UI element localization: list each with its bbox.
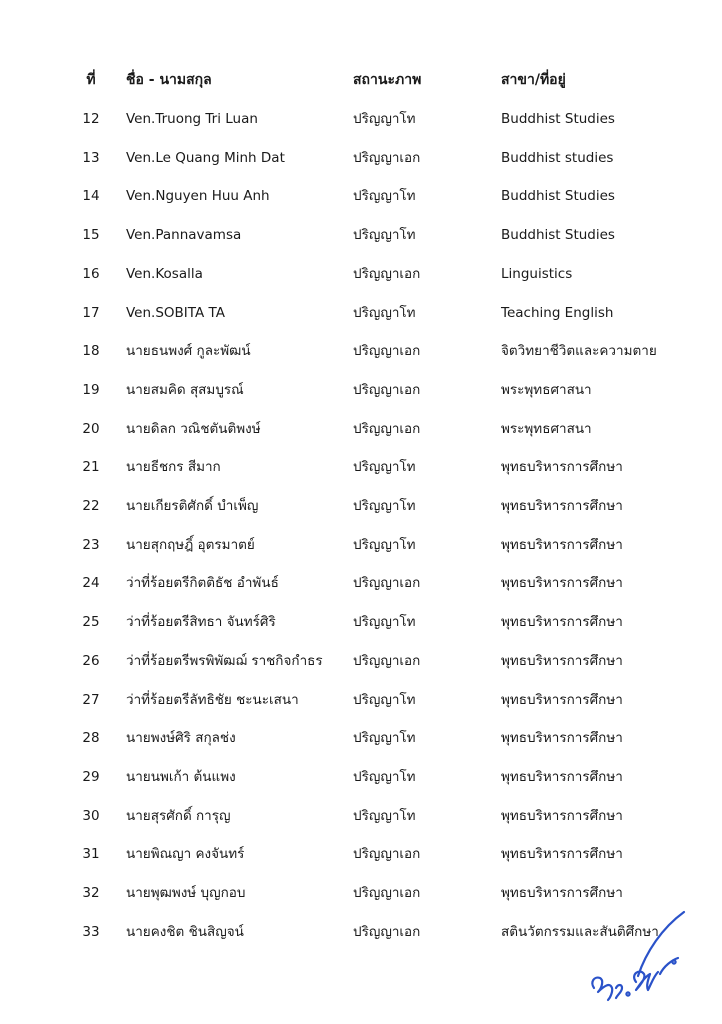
table-row [0,301,722,325]
row-name: นายสุกฤษฎิ์ อุตรมาตย์ [126,536,255,553]
row-name: ว่าที่ร้อยตรีพรพิพัฒฌ์ ราชกิจกำธร [126,652,323,669]
row-status: ปริญญาโท [353,498,416,514]
table-row [0,765,722,789]
row-field: พุทธบริหารการศึกษา [501,459,623,476]
row-field: Teaching English [501,304,614,321]
header-status: สถานะภาพ [353,72,422,88]
table-header [0,68,722,92]
table-row [0,533,722,557]
row-field: พุทธบริหารการศึกษา [501,807,623,824]
row-field: พุทธบริหารการศึกษา [501,691,623,708]
row-status: ปริญญาเอก [353,846,421,863]
row-status: ปริญญาโท [353,614,416,631]
row-no: 23 [82,536,100,553]
row-name: นายสมคิด สุสมบูรณ์ [126,381,244,398]
header-field: สาขา/ที่อยู่ [501,72,566,88]
row-status: ปริญญาเอก [353,923,421,940]
row-no: 19 [82,381,100,398]
row-status: ปริญญาเอก [353,381,421,398]
table-row [0,610,722,634]
table-row [0,571,722,595]
row-no: 33 [82,923,100,940]
row-field: Linguistics [501,265,573,282]
row-field: พุทธบริหารการศึกษา [501,536,623,553]
row-status: ปริญญาโท [353,459,416,476]
row-field: พุทธบริหารการศึกษา [501,885,623,901]
table-row [0,378,722,402]
table-row [0,146,722,170]
row-field: พุทธบริหารการศึกษา [501,575,623,592]
row-no: 30 [82,807,100,824]
row-status: ปริญญาโท [353,111,416,127]
table-row [0,842,722,866]
row-field: พระพุทธศาสนา [501,420,592,437]
row-name: Ven.SOBITA TA [126,304,225,321]
row-field: พุทธบริหารการศึกษา [501,730,623,747]
header-no: ที่ [86,72,96,88]
table-row [0,688,722,712]
row-no: 21 [82,459,100,476]
row-no: 12 [82,111,100,127]
row-name: ว่าที่ร้อยตรีกิตติธัช อำพันธ์ [126,575,279,592]
row-name: นายพิณญา คงจันทร์ [126,846,245,863]
row-field: Buddhist Studies [501,227,615,244]
row-name: นายคงชิต ชินสิญจน์ [126,923,244,940]
row-field: พุทธบริหารการศึกษา [501,846,623,863]
row-field: สตินวัตกรรมและสันติศึกษา [501,923,659,940]
row-status: ปริญญาโท [353,768,416,785]
table-row [0,804,722,828]
row-status: ปริญญาโท [353,304,416,321]
table-row [0,339,722,363]
table-row [0,223,722,247]
row-no: 15 [82,227,100,244]
row-field: Buddhist Studies [501,188,615,205]
row-name: ว่าที่ร้อยตรีลัทธิชัย ชะนะเสนา [126,691,299,708]
row-name: Ven.Kosalla [126,265,203,282]
row-name: Ven.Nguyen Huu Anh [126,188,270,205]
row-no: 17 [82,304,100,321]
row-no: 18 [82,343,100,360]
signature-icon [580,902,690,1012]
row-name: นายเกียรติศักดิ์ บำเพ็ญ [126,498,259,514]
row-field: พุทธบริหารการศึกษา [501,652,623,669]
row-no: 32 [82,885,100,901]
row-no: 24 [82,575,100,592]
row-no: 27 [82,691,100,708]
row-name: นายนพเก้า ต้นแพง [126,768,236,785]
row-name: Ven.Truong Tri Luan [126,111,258,127]
row-status: ปริญญาเอก [353,885,421,901]
row-field: พระพุทธศาสนา [501,381,592,398]
table-row [0,726,722,750]
row-field: Buddhist studies [501,149,614,166]
row-field: พุทธบริหารการศึกษา [501,498,623,514]
row-no: 16 [82,265,100,282]
row-status: ปริญญาโท [353,691,416,708]
row-no: 22 [82,498,100,514]
row-status: ปริญญาโท [353,188,416,205]
row-field: พุทธบริหารการศึกษา [501,614,623,631]
table-row [0,455,722,479]
row-name: นายพงษ์ศิริ สกุลช่ง [126,730,236,747]
row-no: 29 [82,768,100,785]
table-row [0,107,722,131]
row-status: ปริญญาโท [353,227,416,244]
row-no: 26 [82,652,100,669]
row-status: ปริญญาโท [353,536,416,553]
row-name: นายสุรศักดิ์ การุญ [126,807,231,824]
table-row [0,262,722,286]
header-name: ชื่อ - นามสกุล [126,72,212,88]
row-name: นายพุฒพงษ์ บุญกอบ [126,885,246,901]
table-row [0,184,722,208]
row-name: ว่าที่ร้อยตรีสิทธา จันทร์ศิริ [126,614,276,631]
row-status: ปริญญาเอก [353,343,421,360]
row-no: 25 [82,614,100,631]
row-no: 28 [82,730,100,747]
row-name: นายธนพงศ์ กูละพัฒน์ [126,343,251,360]
row-field: จิตวิทยาชีวิตและความตาย [501,343,657,360]
row-field: พุทธบริหารการศึกษา [501,768,623,785]
row-status: ปริญญาเอก [353,149,421,166]
row-name: นายธีชกร สีมาก [126,459,221,476]
row-status: ปริญญาเอก [353,265,421,282]
row-status: ปริญญาโท [353,807,416,824]
row-status: ปริญญาเอก [353,652,421,669]
row-field: Buddhist Studies [501,111,615,127]
row-status: ปริญญาเอก [353,420,421,437]
row-no: 14 [82,188,100,205]
table-row [0,494,722,518]
table-row [0,649,722,673]
row-no: 20 [82,420,100,437]
row-name: Ven.Pannavamsa [126,227,242,244]
row-name: Ven.Le Quang Minh Dat [126,149,285,166]
row-no: 13 [82,149,100,166]
table-row [0,417,722,441]
row-status: ปริญญาโท [353,730,416,747]
row-no: 31 [82,846,100,863]
row-status: ปริญญาเอก [353,575,421,592]
row-name: นายดิลก วณิชตันติพงษ์ [126,420,261,437]
